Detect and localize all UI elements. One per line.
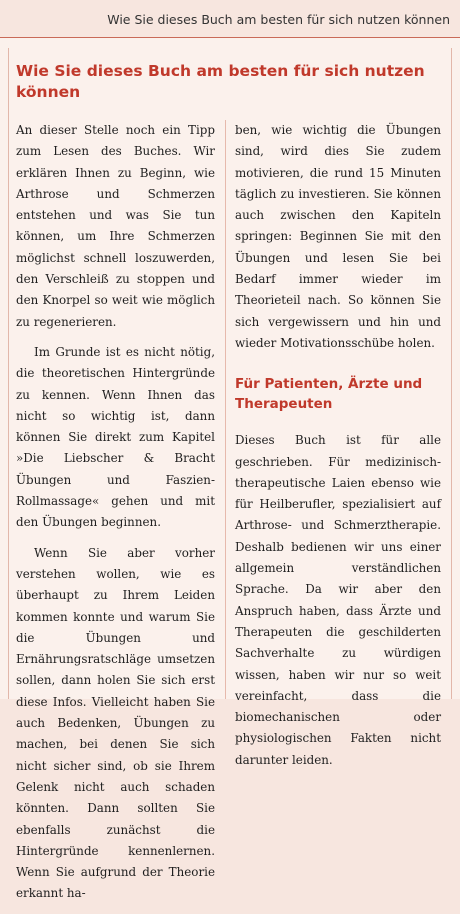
paragraph: Wenn Sie aber vorher verstehen wollen, wie es überhaupt zu Ihrem Leiden kommen konnte und warum Sie die Übungen und Ernährungsratschläge umsetzen sollen, dann holen Sie sich erst diese Infos. Vielleicht haben Sie auch Bedenken, Übungen zu machen, bei denen Sie sich nicht sicher sind, ob sie Ihrem Gelenk nicht auch schaden könnten. Dann sollten Sie ebenfalls zunächst die Hintergründe kennenlernen. Wenn Sie aufgrund der Theorie erkannt ha- [16,545,215,901]
right-column [235,120,441,780]
paragraph: An dieser Stelle noch ein Tipp zum Lesen des Buches. Wir erklären Ihnen zu Beginn, wie Arthrose und Schmerzen entstehen und was Sie tun können, um Ihre Schmerzen möglichst schnell loszuwerden, den Verschleiß zu stoppen und den Knorpel so weit wie möglich zu regenerieren. [16,123,215,329]
running-header [0,0,460,38]
page-content [0,38,460,901]
column-divider [225,120,226,699]
paragraph: Im Grunde ist es nicht nötig, die theoretischen Hintergründe zu kennen. Wenn Ihnen das nicht so wichtig ist, dann können Sie direkt zum Kapitel »Die Liebscher & Bracht Übungen und Faszien-Rollmassage« gehen und mit den Übungen beginnen. [16,344,215,530]
section-heading: Für Patienten, Ärzte und Therapeuten [235,376,423,413]
running-header-text: Wie Sie dieses Buch am besten für sich nutzen können [107,11,450,27]
paragraph-continuation: ben, wie wichtig die Übungen sind, wird dies Sie zudem motivieren, die rund 15 Minuten täglich zu investieren. Sie können auch zwischen den Kapiteln springen: Beginnen Sie mit den Übungen und lesen Sie bei Bedarf immer wieder im Theorieteil nach. So können Sie sich vergewissern und hin und wieder Motivationsschübe holen. [235,123,441,350]
page-title: Wie Sie dieses Buch am besten für sich nutzen können [16,62,425,101]
left-column [16,120,215,914]
paragraph: Dieses Buch ist für alle geschrieben. Für medizinisch-therapeutische Laien ebenso wie für Heilberufler, spezialisiert auf Arthrose- und Schmerztherapie. Deshalb bedienen wir uns einer allgemein verständlichen Sprache. Da wir aber den Anspruch haben, dass Ärzte und Therapeuten die geschilderten Sachverhalte zu würdigen wissen, haben wir nur so weit vereinfacht, dass die biomechanischen oder physiologischen Fakten nicht darunter leiden. [235,433,441,767]
